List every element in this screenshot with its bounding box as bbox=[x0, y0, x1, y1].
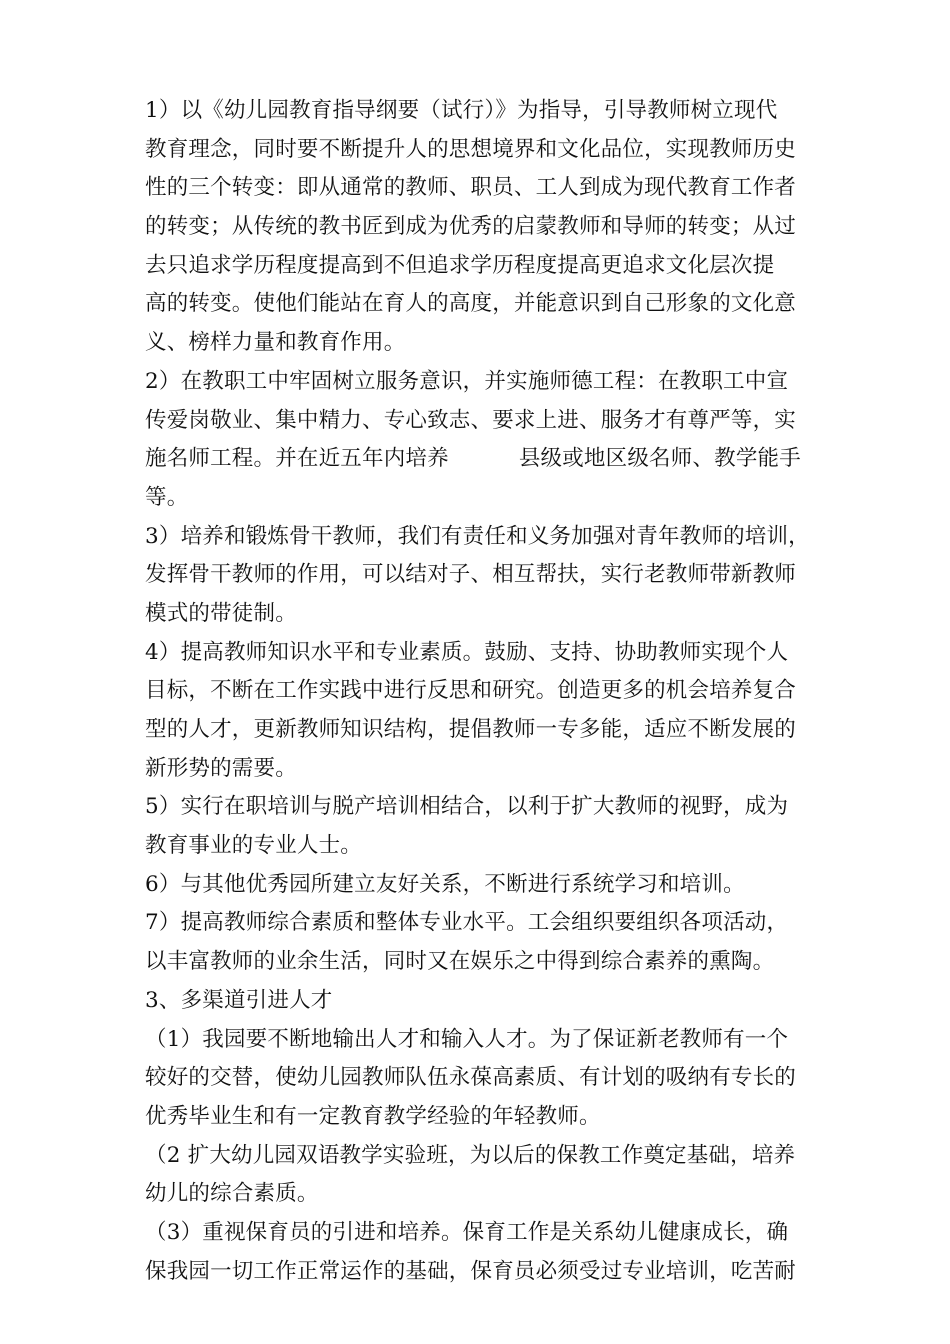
text-line: 性的三个转变：即从通常的教师、职员、工人到成为现代教育工作者 bbox=[145, 175, 797, 201]
text-line: 6）与其他优秀园所建立友好关系，不断进行系统学习和培训。 bbox=[145, 871, 745, 897]
text-line: 型的人才，更新教师知识结构，提倡教师一专多能，适应不断发展的 bbox=[145, 717, 797, 742]
text-line: （3）重视保育员的引进和培养。保育工作是关系幼儿健康成长，确 bbox=[145, 1219, 789, 1245]
text-line: （2 扩大幼儿园双语教学实验班，为以后的保教工作奠定基础，培养 bbox=[145, 1142, 796, 1168]
text-line: 义、榜样力量和教育作用。 bbox=[145, 330, 406, 356]
text-line: 模式的带徒制。 bbox=[145, 600, 297, 626]
text-line: 3）培养和锻炼骨干教师，我们有责任和义务加强对青年教师的培训， bbox=[145, 523, 810, 549]
text-line: 目标，不断在工作实践中进行反思和研究。创造更多的机会培养复合 bbox=[145, 678, 797, 704]
text-line: 的转变；从传统的教书匠到成为优秀的启蒙教师和导师的转变；从过 bbox=[145, 214, 797, 240]
text-line: 教育理念，同时要不断提升人的思想境界和文化品位，实现教师历史 bbox=[145, 136, 797, 162]
text-line: 2）在教职工中牢固树立服务意识，并实施师德工程：在教职工中宣 bbox=[145, 368, 789, 394]
text-line: 去只追求学历程度提高到不但追求学历程度提高更追求文化层次提 bbox=[145, 252, 775, 278]
text-line: 1）以《幼儿园教育指导纲要（试行）》为指导，引导教师树立现代 bbox=[145, 98, 778, 123]
text-line: 高的转变。使他们能站在育人的高度，并能意识到自己形象的文化意 bbox=[145, 291, 797, 317]
section-heading: 3、多渠道引进人才 bbox=[145, 987, 333, 1013]
text-line: 以丰富教师的业余生活，同时又在娱乐之中得到综合素养的熏陶。 bbox=[145, 949, 775, 975]
body-text bbox=[145, 92, 825, 1291]
text-line: 较好的交替，使幼儿园教师队伍永葆高素质、有计划的吸纳有专长的 bbox=[145, 1065, 797, 1091]
text-line: 7）提高教师综合素质和整体专业水平。工会组织要组织各项活动， bbox=[145, 910, 789, 936]
text-line: （1）我园要不断地输出人才和输入人才。为了保证新老教师有一个 bbox=[145, 1026, 789, 1052]
text-line: 优秀毕业生和有一定教育教学经验的年轻教师。 bbox=[145, 1103, 601, 1129]
text-line: 5）实行在职培训与脱产培训相结合，以利于扩大教师的视野，成为 bbox=[145, 794, 789, 820]
text-line: 幼儿的综合素质。 bbox=[145, 1181, 319, 1207]
text-line: 教育事业的专业人士。 bbox=[145, 833, 363, 859]
text-segment: 施名师工程。并在近五年内培养 bbox=[145, 446, 449, 472]
text-line-with-gap bbox=[145, 440, 825, 479]
text-line: 发挥骨干教师的作用，可以结对子、相互帮扶，实行老教师带新教师 bbox=[145, 562, 797, 588]
text-line: 传爱岗敬业、集中精力、专心致志、要求上进、服务才有尊严等，实 bbox=[145, 407, 797, 433]
text-line: 保我园一切工作正常运作的基础，保育员必须受过专业培训，吃苦耐 bbox=[145, 1258, 797, 1284]
text-line: 等。 bbox=[145, 484, 189, 510]
text-line: 4）提高教师知识水平和专业素质。鼓励、支持、协助教师实现个人 bbox=[145, 639, 789, 665]
text-segment: 县级或地区级名师、教学能手 bbox=[518, 446, 801, 472]
text-line: 新形势的需要。 bbox=[145, 755, 297, 781]
